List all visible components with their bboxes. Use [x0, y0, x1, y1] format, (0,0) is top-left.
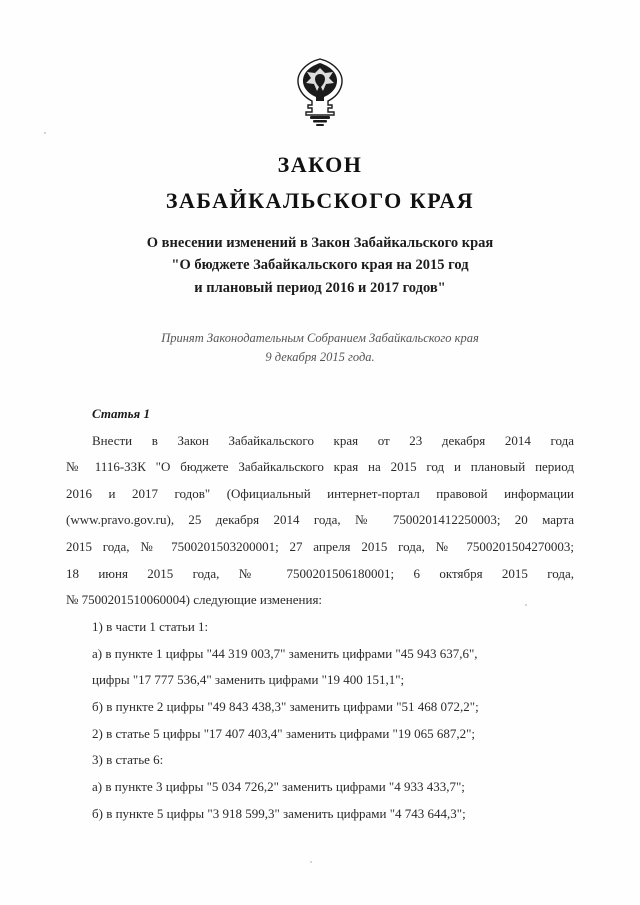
document-body: [0, 401, 640, 827]
adoption-line-1: Принят Законодательным Собранием Забайкальского края: [161, 331, 479, 346]
adoption-note: [0, 329, 640, 367]
subtitle-line-1: О внесении изменений в Закон Забайкальского края: [146, 235, 494, 251]
list-item: 2) в статье 5 цифры "17 407 403,4" заменить цифрами "19 065 687,2";: [92, 725, 476, 741]
list-item: б) в пункте 2 цифры "49 843 438,3" заменить цифрами "51 468 072,2";: [92, 698, 479, 714]
list-item: 1) в части 1 статьи 1:: [92, 619, 209, 635]
list-item: цифры "17 777 536,4" заменить цифрами "19 400 151,1";: [92, 672, 405, 688]
intro-line-6: 18 июня 2015 года, № 7500201506180001; 6 октября 2015 года,: [66, 565, 574, 581]
document-title-block: [0, 152, 640, 214]
scan-speck: [44, 132, 46, 134]
intro-line-4: (www.pravo.gov.ru), 25 декабря 2014 года, № 7500201412250003; 20 марта: [66, 512, 574, 528]
scan-speck: [525, 604, 527, 606]
scan-speck: [310, 861, 312, 863]
page-title-line-2: ЗАБАЙКАЛЬСКОГО КРАЯ: [165, 188, 475, 213]
intro-line-1: Внести в Закон Забайкальского края от 23 декабря 2014 года: [92, 432, 574, 448]
intro-line-2: № 1116-ЗЗК "О бюджете Забайкальского края на 2015 год и плановый период: [66, 459, 574, 475]
page-title-line-1: ЗАКОН: [277, 152, 363, 177]
intro-line-3: 2016 и 2017 годов" (Официальный интернет-портал правовой информации: [66, 485, 574, 501]
emblem-container: [0, 0, 640, 130]
coat-of-arms-icon: [292, 56, 348, 130]
list-item: 3) в статье 6:: [92, 752, 164, 768]
subtitle-line-2: "О бюджете Забайкальского края на 2015 год: [171, 257, 469, 274]
list-item: а) в пункте 3 цифры "5 034 726,2" заменить цифрами "4 933 433,7";: [92, 778, 465, 794]
list-item: а) в пункте 1 цифры "44 319 003,7" заменить цифрами "45 943 637,6",: [92, 645, 478, 661]
intro-line-7: № 7500201510060004) следующие изменения:: [66, 592, 323, 608]
list-item: б) в пункте 5 цифры "3 918 599,3" заменить цифрами "4 743 644,3";: [92, 805, 466, 821]
article-heading: Статья 1: [92, 405, 150, 421]
document-subtitle: [0, 232, 640, 299]
intro-line-5: 2015 года, № 7500201503200001; 27 апреля 2015 года, № 7500201504270003;: [66, 539, 574, 555]
subtitle-line-3: и плановый период 2016 и 2017 годов": [194, 279, 446, 296]
adoption-line-2: 9 декабря 2015 года.: [265, 350, 375, 365]
